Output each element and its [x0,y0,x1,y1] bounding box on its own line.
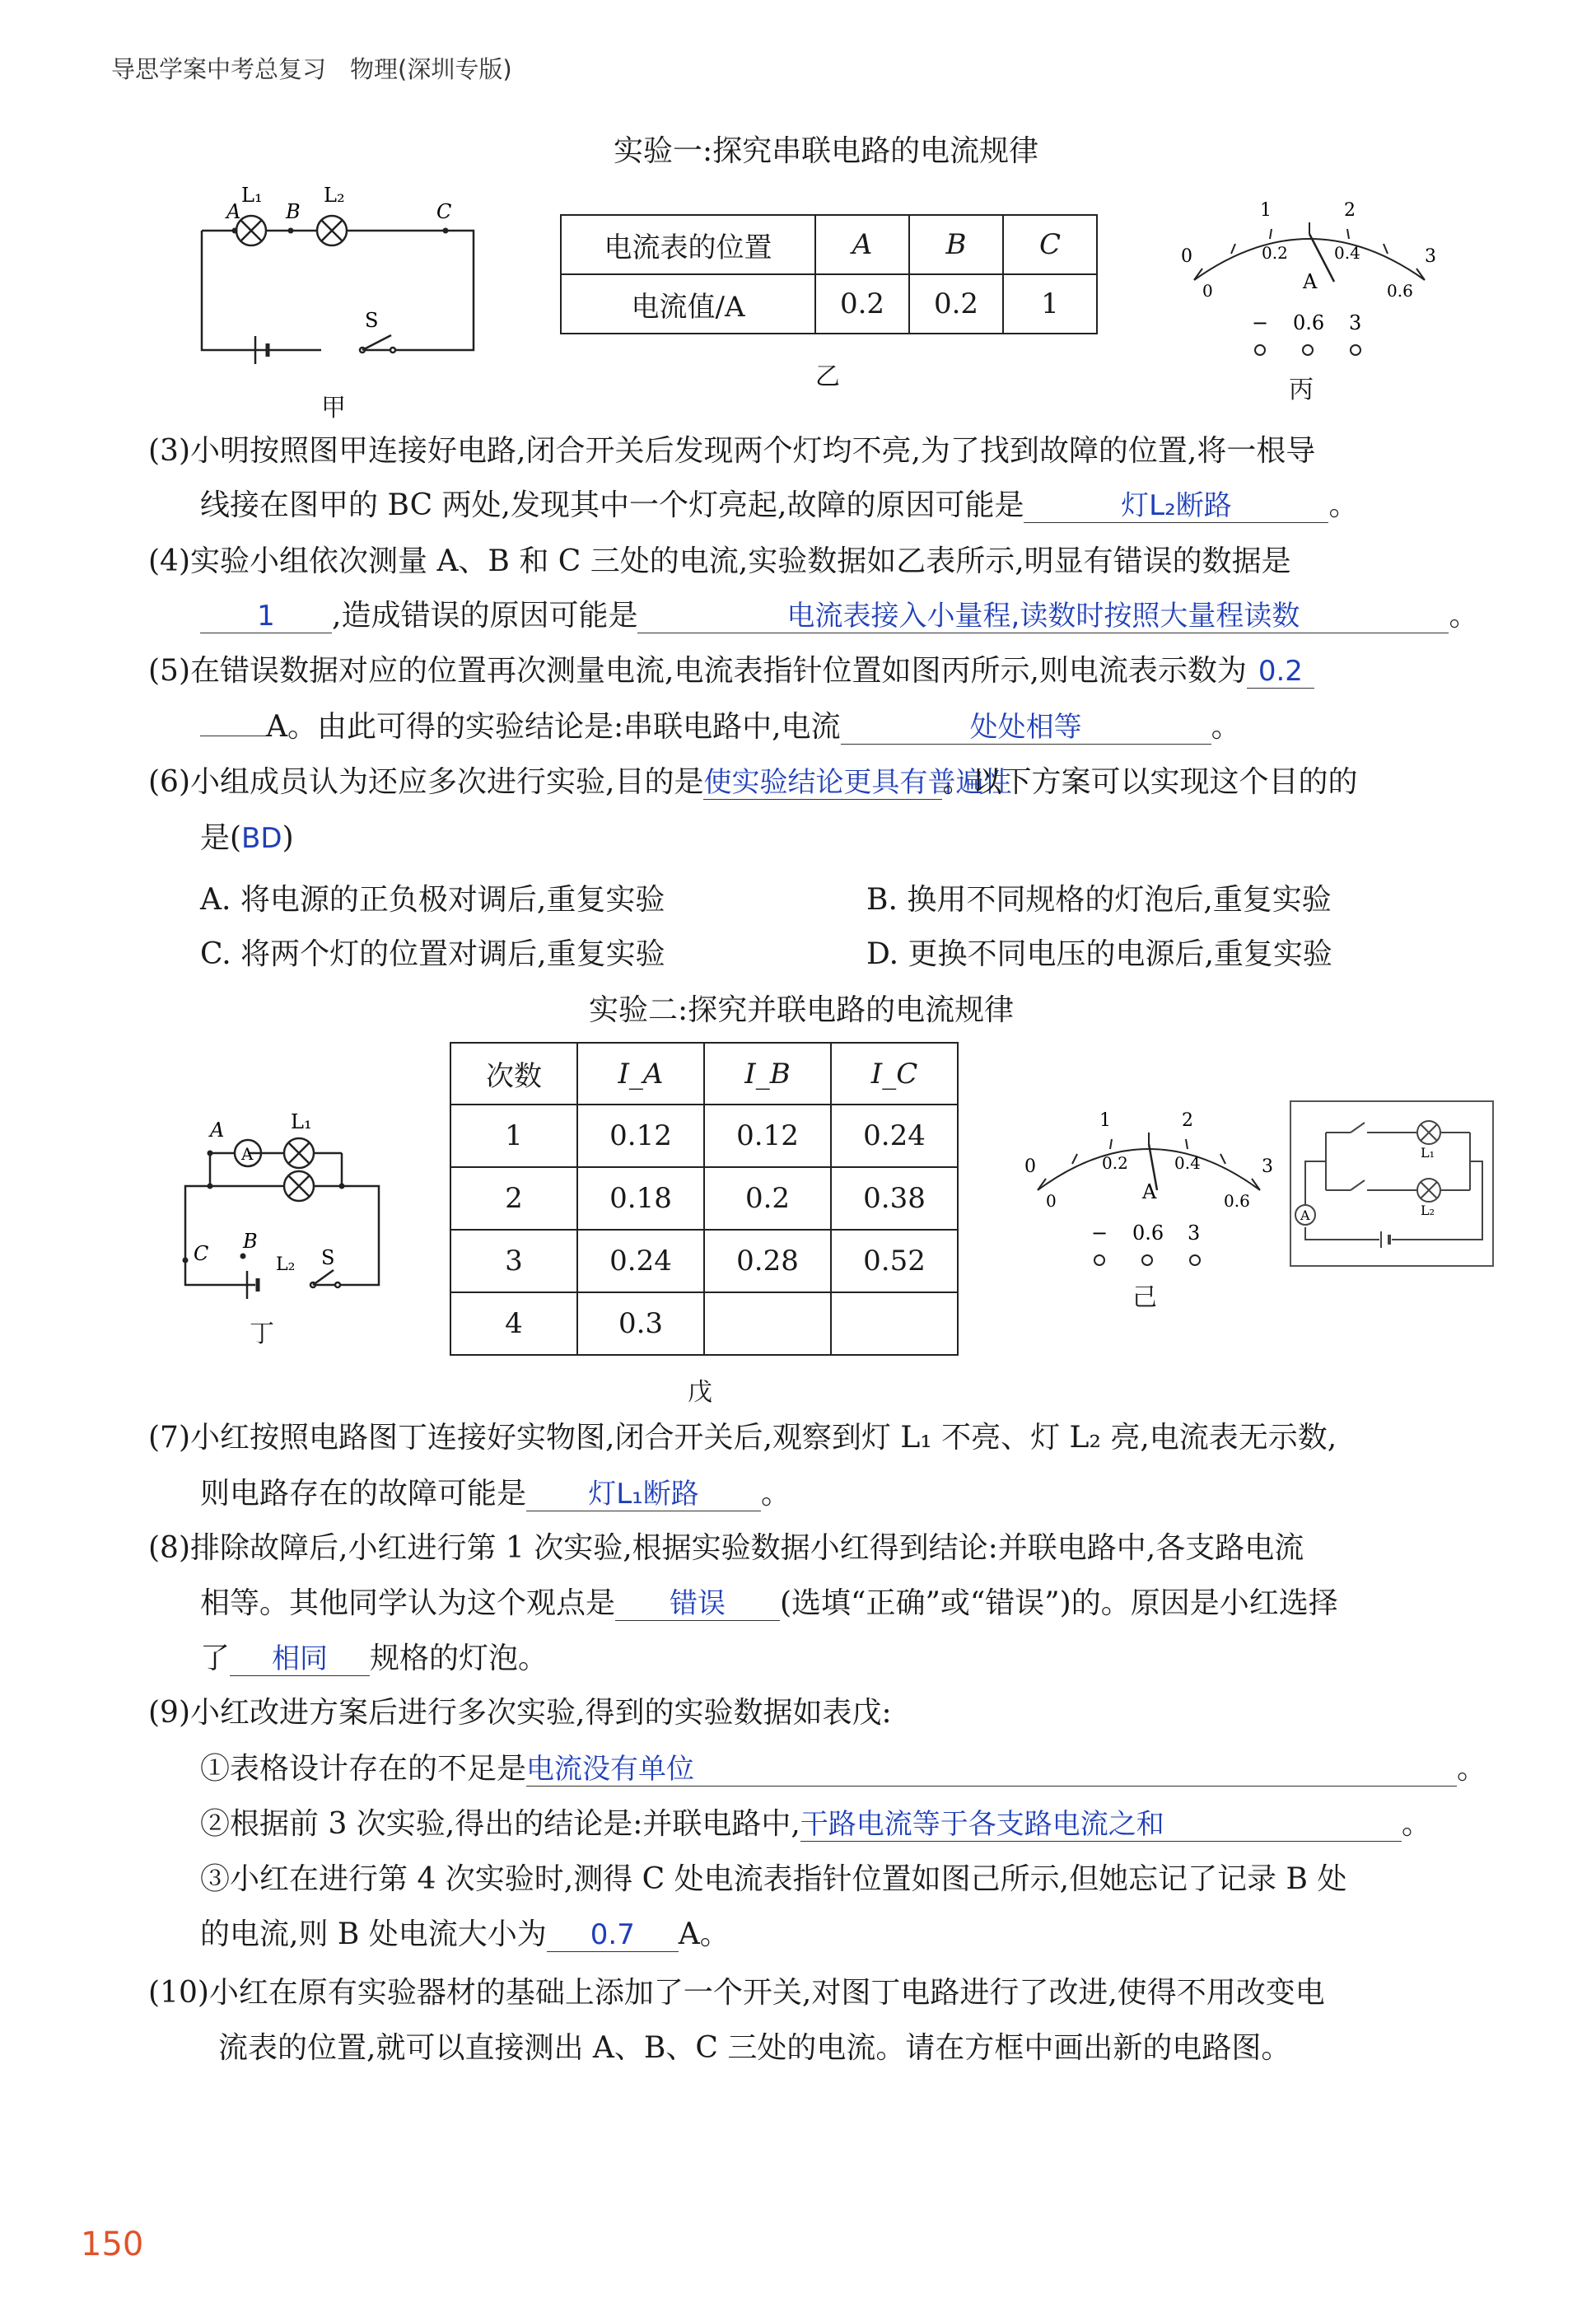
dial-unit: A [1142,1180,1157,1203]
q6-line1a: (6)小组成员认为还应多次进行实验,目的是 [148,765,704,799]
page-header: 导思学案中考总复习 物理(深圳专版) [111,55,512,83]
q5-end: 。 [1211,710,1241,744]
table-cell: 0.2 [704,1167,831,1230]
terminal-3: 3 [1188,1221,1201,1245]
label-l2: L₂ [276,1254,296,1275]
table-cell: 0.12 [577,1105,704,1167]
dial-top-1: 1 [1099,1110,1111,1131]
box-meter-symbol: A [1300,1207,1310,1223]
q6-option-b: B. 换用不同规格的灯泡后,重复实验 [866,883,1332,917]
box-label-l2: L₂ [1421,1203,1435,1218]
exp2-title: 实验二:探究并联电路的电流规律 [589,993,1015,1027]
table-cell: 0.24 [577,1230,704,1292]
page-number: 150 [81,2226,144,2263]
table-cell: 电流值/A [561,274,815,334]
dial-inner-06: 0.6 [1387,281,1413,301]
q9-end2: 。 [1401,1807,1431,1841]
q9-s4b: A。 [678,1917,730,1951]
dial-inner-06: 0.6 [1224,1191,1250,1211]
q7-end: 。 [761,1477,791,1511]
q8-line1: (8)排除故障后,小红进行第 1 次实验,根据实验数据小红得到结论:并联电路中,各支路电流 [148,1531,1304,1565]
q6-line2b: ) [282,821,294,855]
q4-end: 。 [1449,599,1479,633]
q7-line2: 则电路存在的故障可能是 [200,1477,527,1511]
series-current-table [560,214,1098,334]
q8-line3b: 规格的灯泡。 [370,1642,548,1675]
q6-answer1: 使实验结论更具有普遍性 [703,766,1012,799]
dial-top-1: 1 [1260,200,1272,221]
q6-option-a: A. 将电源的正负极对调后,重复实验 [200,883,665,917]
q5-answer2: 处处相等 [841,711,1211,745]
q9-s4a: 的电流,则 B 处电流大小为 [200,1917,547,1951]
label-c: C [194,1242,209,1265]
label-a: A [210,1119,225,1142]
q8-line2a: 相等。其他同学认为这个观点是 [200,1586,616,1620]
label-b: B [243,1230,258,1253]
fig-label-bing: 丙 [1289,376,1314,404]
table-header-cell: 次数 [450,1043,577,1105]
q5-line1: (5)在错误数据对应的位置再次测量电流,电流表指针位置如图丙所示,则电流表示数为 [148,654,1247,688]
label-s: S [365,309,379,332]
dial-inner-0: 0 [1202,281,1213,301]
q6-line1b: 。以下方案可以实现这个目的的 [942,765,1358,799]
q9-s3: ③小红在进行第 4 次实验时,测得 C 处电流表指针位置如图己所示,但她忘记了记录 B 处 [200,1862,1347,1896]
fig-label-ding: 丁 [250,1319,274,1348]
table-cell: 3 [450,1230,577,1292]
dial-top-0: 0 [1181,246,1192,267]
q8-line2b: (选填“正确”或“错误”)的。原因是小红选择 [780,1586,1338,1620]
table-header-cell: I_C [831,1043,958,1105]
q9-s2: ②根据前 3 次实验,得出的结论是:并联电路中, [200,1807,800,1841]
fig-label-jia: 甲 [321,394,346,423]
dial-top-0: 0 [1024,1156,1036,1177]
q3-answer: 灯L₂断路 [1024,489,1328,523]
answer-circuit-box [1289,1100,1495,1268]
dial-inner-02: 0.2 [1102,1153,1128,1173]
q5-answer1: 0.2 [1247,655,1314,689]
table-cell: 1 [450,1105,577,1167]
table-cell: 0.2 [909,274,1003,334]
label-l2: L₂ [324,185,345,207]
q9-s1: ①表格设计存在的不足是 [200,1752,527,1786]
meter-symbol: A [241,1144,254,1164]
table-cell: 0.12 [704,1105,831,1167]
table-cell: A [815,215,909,274]
table-cell: 4 [450,1292,577,1355]
q6-line2a: 是( [200,821,242,855]
q9-answer3: 0.7 [547,1918,679,1952]
dial-top-2: 2 [1182,1110,1193,1131]
q4-line1: (4)实验小组依次测量 A、B 和 C 三处的电流,实验数据如乙表所示,明显有错误的数据是 [148,544,1291,578]
q7-answer: 灯L₁断路 [526,1478,761,1511]
terminal-neg: − [1252,311,1269,334]
series-circuit-diagram [185,185,490,408]
q4-answer1: 1 [200,600,332,633]
terminal-neg: − [1091,1221,1108,1245]
ammeter-dial-ji [1013,1100,1285,1273]
q8-answer2: 相同 [230,1642,370,1676]
table-cell: B [909,215,1003,274]
dial-top-3: 3 [1425,246,1436,267]
fig-label-yi: 乙 [815,362,840,391]
q3-line2: 线接在图甲的 BC 两处,发现其中一个灯亮起,故障的原因可能是 [200,488,1024,522]
dial-inner-04: 0.4 [1334,243,1360,263]
q8-line3a: 了 [200,1642,231,1675]
dial-inner-02: 0.2 [1262,243,1288,263]
box-label-l1: L₁ [1421,1145,1435,1161]
ammeter-dial-bing [1169,189,1449,362]
dial-inner-04: 0.4 [1174,1153,1201,1173]
table-row [450,1230,958,1292]
q10-line2: 流表的位置,就可以直接测出 A、B、C 三处的电流。请在方框中画出新的电路图。 [218,2031,1291,2065]
label-a: A [226,200,241,223]
table-cell: 1 [1003,274,1097,334]
table-cell: 2 [450,1167,577,1230]
table-cell: 0.38 [831,1167,958,1230]
q4-answer2: 电流表接入小量程,读数时按照大量程读数 [637,600,1449,633]
q6-answer2: BD [241,822,282,855]
table-cell: 0.18 [577,1167,704,1230]
table-row [450,1292,958,1355]
table-cell: 0.2 [815,274,909,334]
label-l1: L₁ [241,185,263,207]
table-cell [831,1292,958,1355]
dial-unit: A [1303,270,1318,293]
label-s: S [321,1246,335,1269]
q7-line1: (7)小红按照电路图丁连接好实物图,闭合开关后,观察到灯 L₁ 不亮、灯 L₂ 亮,电流表无示数, [148,1421,1337,1455]
table-header-cell: I_B [704,1043,831,1105]
table-row [450,1105,958,1167]
exp1-title: 实验一:探究串联电路的电流规律 [614,134,1039,168]
dial-top-3: 3 [1262,1156,1273,1177]
dial-top-2: 2 [1344,200,1356,221]
terminal-06: 0.6 [1293,311,1325,334]
table-header-cell: I_A [577,1043,704,1105]
table-cell: 0.52 [831,1230,958,1292]
q9-answer1: 电流没有单位 [526,1753,1457,1787]
terminal-06: 0.6 [1132,1221,1164,1245]
table-row [450,1167,958,1230]
table-cell [704,1292,831,1355]
q6-option-d: D. 更换不同电压的电源后,重复实验 [866,937,1332,971]
q5-mid: A。由此可得的实验结论是:串联电路中,电流 [266,710,841,744]
q9-line1: (9)小红改进方案后进行多次实验,得到的实验数据如表戊: [148,1696,892,1730]
q3-end: 。 [1328,488,1359,522]
q10-line1: (10)小红在原有实验器材的基础上添加了一个开关,对图丁电路进行了改进,使得不用改变电 [148,1976,1325,2010]
table-cell: C [1003,215,1097,274]
q8-answer1: 错误 [615,1587,780,1621]
q4-mid: ,造成错误的原因可能是 [332,599,638,633]
dial-inner-0: 0 [1046,1191,1057,1211]
table-cell: 0.3 [577,1292,704,1355]
fig-label-ji: 己 [1132,1283,1157,1312]
table-cell: 电流表的位置 [561,215,815,274]
fig-label-wu: 戊 [688,1378,712,1407]
q9-end1: 。 [1457,1752,1487,1786]
q9-answer2: 干路电流等于各支路电流之和 [800,1808,1402,1842]
q6-option-c: C. 将两个灯的位置对调后,重复实验 [200,937,665,971]
parallel-current-table [450,1042,959,1356]
label-b: B [286,200,301,223]
label-l1: L₁ [291,1110,312,1133]
label-c: C [436,200,452,223]
parallel-circuit-diagram [169,1095,399,1326]
q3-line1: (3)小明按照图甲连接好电路,闭合开关后发现两个灯均不亮,为了找到故障的位置,将一根导 [148,434,1316,468]
terminal-3: 3 [1349,311,1362,334]
table-cell: 0.24 [831,1105,958,1167]
table-cell: 0.28 [704,1230,831,1292]
